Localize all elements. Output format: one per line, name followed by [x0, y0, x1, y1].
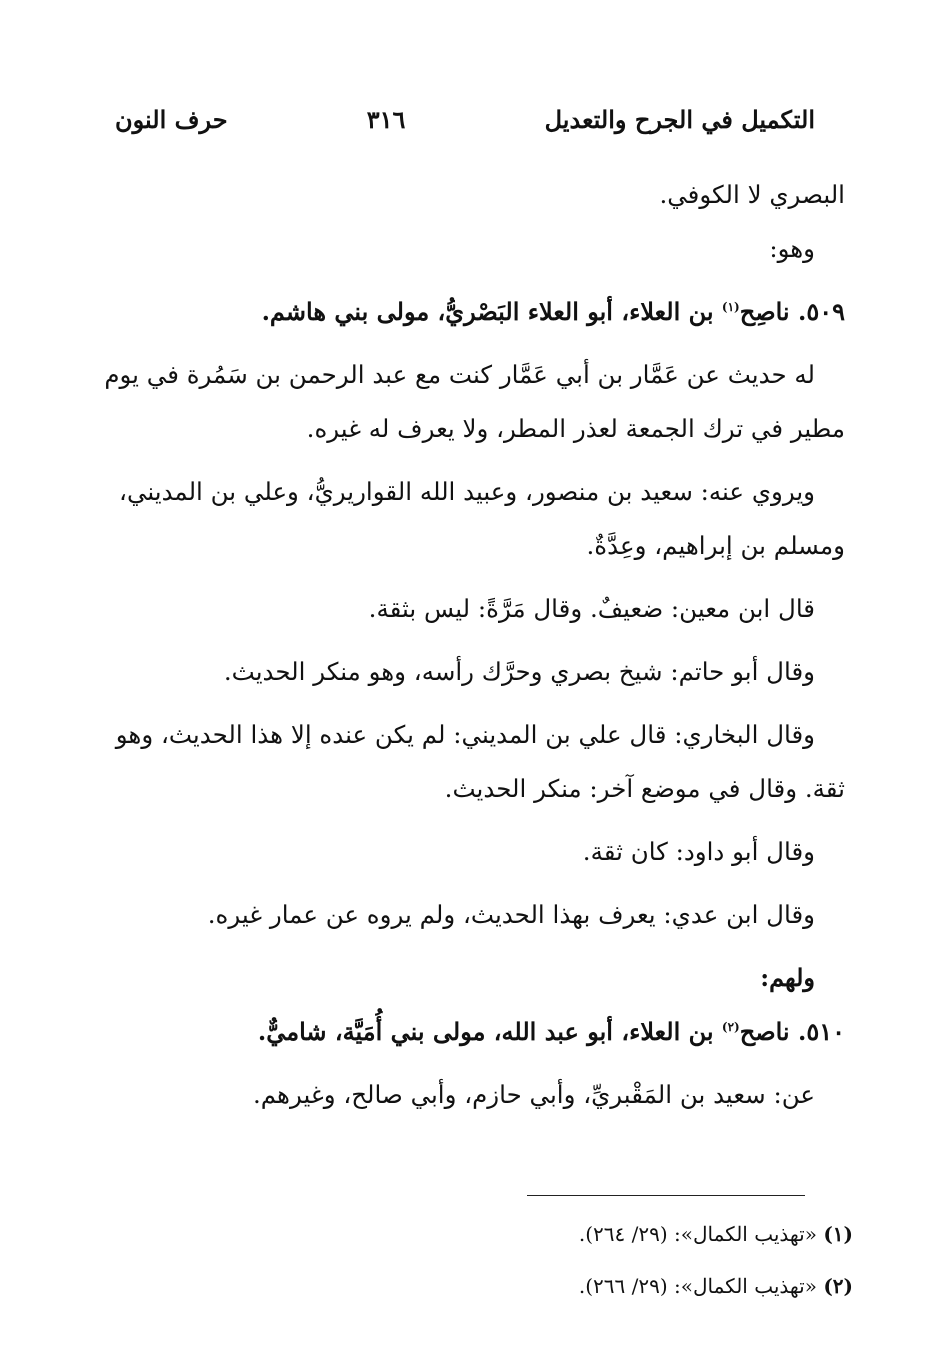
entry-name: ناصِح — [739, 297, 790, 326]
text-line: البصري لا الكوفي. — [659, 180, 845, 209]
main-text — [104, 168, 845, 1131]
footnote-mark: (١) — [823, 1222, 853, 1246]
footnote-divider — [527, 1195, 805, 1196]
footnote-ref: (١) — [721, 300, 740, 314]
entry-heading-510 — [120, 1005, 845, 1059]
paragraph-intro — [120, 222, 845, 276]
running-header — [115, 100, 815, 134]
paragraph-ibn-adi — [120, 888, 845, 942]
entry-name: ناصح — [739, 1017, 790, 1046]
paragraph-abu-dawud — [120, 825, 845, 879]
footnote-2 — [153, 1260, 853, 1312]
text-line: عن: سعيد بن المَقْبريِّ، وأبي حازم، وأبي صالح، وغيرهم. — [252, 1080, 815, 1109]
text-line: وقال البخاري: قال علي بن المديني: لم يكن عنده إلا هذا الحديث، وهو — [115, 720, 815, 749]
page-number: ٣١٦ — [366, 105, 406, 134]
header-chapter: حرف النون — [115, 105, 228, 134]
footnote-text: «تهذيب الكمال»: (٢٩/ ٢٦٦). — [578, 1274, 817, 1298]
text-line: ثقة. وقال في موضع آخر: منكر الحديث. — [444, 774, 845, 803]
paragraph-narrated-from — [120, 1068, 845, 1122]
entry-description: بن العلاء، أبو عبد الله، مولى بني أُمَيَّة، شاميٌّ. — [257, 1017, 714, 1046]
paragraph-ibn-maeen — [120, 582, 845, 636]
paragraph-abu-hatim — [120, 645, 845, 699]
footnote-ref: (٢) — [721, 1020, 740, 1034]
footnotes — [153, 1208, 853, 1312]
footnote-mark: (٢) — [823, 1274, 853, 1298]
paragraph-section-label — [120, 951, 845, 1005]
entry-heading-509 — [120, 285, 845, 339]
entry-number: ٥٠٩. — [797, 297, 845, 326]
entry-number: ٥١٠. — [797, 1017, 845, 1046]
text-line: وقال أبو حاتم: شيخ بصري وحرَّك رأسه، وهو منكر الحديث. — [223, 657, 815, 686]
paragraph-narrators — [120, 465, 845, 573]
text-line: قال ابن معين: ضعيفٌ. وقال مَرَّةً: ليس بثقة. — [368, 594, 815, 623]
text-line: له حديث عن عَمَّار بن أبي عَمَّار كنت مع عبد الرحمن بن سَمُرة في يوم — [104, 360, 815, 389]
text-line: وهو: — [769, 234, 815, 263]
paragraph-bukhari — [115, 708, 845, 816]
footnote-text: «تهذيب الكمال»: (٢٩/ ٢٦٤). — [578, 1222, 817, 1246]
footnote-1 — [153, 1208, 853, 1260]
text-line: مطير في ترك الجمعة لعذر المطر، ولا يعرف له غيره. — [306, 414, 845, 443]
header-book-title: التكميل في الجرح والتعديل — [544, 105, 815, 134]
paragraph-continuation — [120, 168, 845, 222]
paragraph-hadith — [104, 348, 845, 456]
text-line: ويروي عنه: سعيد بن منصور، وعبيد الله القواريريُّ، وعلي بن المديني، — [119, 477, 815, 506]
text-line: ومسلم بن إبراهيم، وعِدَّةٌ. — [586, 531, 845, 560]
text-line: ولهم: — [760, 963, 815, 992]
entry-description: بن العلاء، أبو العلاء البَصْريُّ، مولى بني هاشم. — [261, 297, 714, 326]
text-line: وقال ابن عدي: يعرف بهذا الحديث، ولم يروه عن عمار غيره. — [207, 900, 815, 929]
text-line: وقال أبو داود: كان ثقة. — [582, 837, 815, 866]
